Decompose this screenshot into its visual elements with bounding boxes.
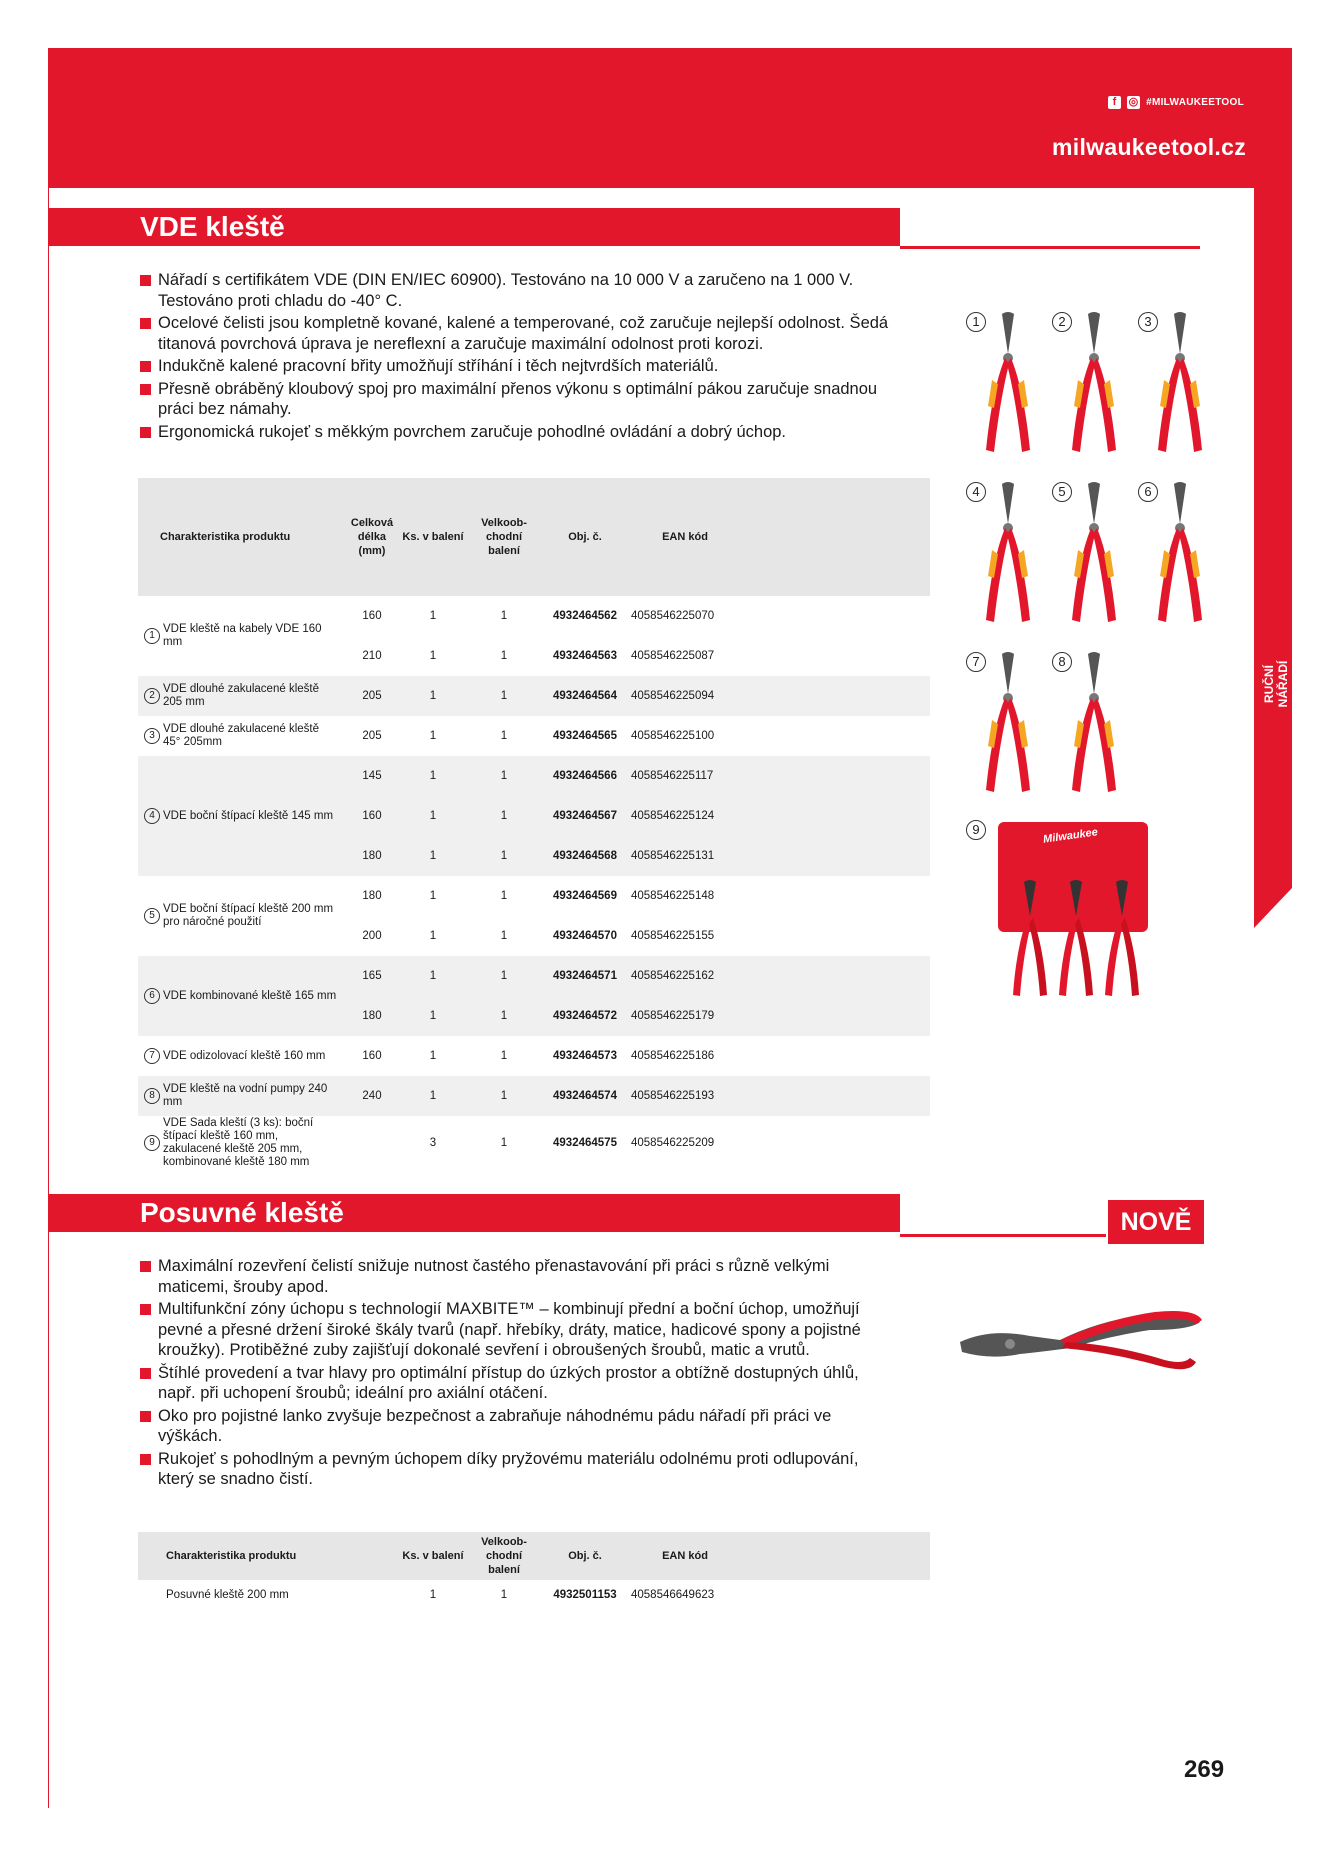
social-hashtag: #MILWAUKEETOOL bbox=[1146, 97, 1244, 108]
qty-cell: 1 bbox=[429, 970, 437, 982]
ean-cell: 4058546225070 bbox=[631, 610, 715, 622]
col-header: Velkoob-chodní balení bbox=[481, 1536, 527, 1576]
slip-joint-pliers-image bbox=[950, 1300, 1210, 1390]
col-header: EAN kód bbox=[662, 1550, 708, 1562]
product-name: VDE Sada kleští (3 ks): boční štípací kleště 160 mm, zakulacené kleště 205 mm, kombinované kleště 180 mm bbox=[163, 1117, 314, 1168]
col-header: Obj. č. bbox=[568, 531, 602, 543]
length-cell: 160 bbox=[362, 610, 382, 622]
ean-cell: 4058546225209 bbox=[631, 1137, 715, 1149]
feature-bullet: Nářadí s certifikátem VDE (DIN EN/IEC 60900). Testováno na 10 000 V a zaručeno na 1 000 V. Testováno proti chladu do -40° C. bbox=[140, 270, 910, 311]
ean-cell: 4058546225087 bbox=[631, 650, 715, 662]
new-badge: NOVĚ bbox=[1108, 1200, 1204, 1244]
qty-cell: 1 bbox=[429, 930, 437, 942]
table-header bbox=[138, 1532, 930, 1580]
length-cell: 145 bbox=[362, 770, 382, 782]
pliers-handle-right bbox=[1075, 918, 1093, 996]
posuvne-features bbox=[140, 1256, 880, 1492]
feature-bullet: Přesně obráběný kloubový spoj pro maximální přenos výkonu s optimální pákou zaručuje snadnou práci bez námahy. bbox=[140, 379, 910, 420]
feature-bullet: Oko pro pojistné lanko zvyšuje bezpečnost a zabraňuje náhodnému pádu nářadí při práci ve výškách. bbox=[140, 1406, 880, 1447]
table-row bbox=[138, 676, 930, 716]
facebook-icon[interactable]: f bbox=[1108, 96, 1121, 109]
side-tab-point bbox=[1254, 888, 1292, 928]
bulk-cell: 1 bbox=[500, 1137, 508, 1149]
pliers-image bbox=[1054, 880, 1098, 1000]
pliers-image bbox=[1100, 880, 1144, 1000]
product-name-cell bbox=[138, 756, 346, 876]
instagram-icon[interactable]: ◎ bbox=[1128, 96, 1139, 108]
item-number-badge: 4 bbox=[144, 808, 160, 824]
pliers-jaw bbox=[1002, 652, 1014, 694]
ean-cell: 4058546225117 bbox=[631, 770, 714, 782]
ean-cell: 4058546225100 bbox=[631, 730, 715, 742]
product-name-cell bbox=[138, 676, 346, 716]
order-number-cell: 4932464562 bbox=[553, 610, 617, 622]
order-number-cell: 4932464569 bbox=[553, 890, 617, 902]
header-band bbox=[48, 48, 1292, 188]
pliers-image bbox=[978, 310, 1038, 460]
qty-cell: 1 bbox=[429, 650, 437, 662]
table-row bbox=[138, 1076, 930, 1116]
product-name: VDE dlouhé zakulacené kleště 205 mm bbox=[163, 683, 319, 708]
product-images bbox=[956, 300, 1196, 1020]
length-cell: 210 bbox=[362, 650, 382, 662]
item-number-badge: 1 bbox=[144, 628, 160, 644]
bulk-cell: 1 bbox=[500, 770, 508, 782]
pliers-image bbox=[1064, 310, 1124, 460]
pliers-image bbox=[1150, 310, 1210, 460]
bulk-cell: 1 bbox=[500, 1010, 508, 1022]
table-row bbox=[138, 956, 930, 996]
feature-bullet: Ocelové čelisti jsou kompletně kované, kalené a temperované, což zaručuje nejlepší odolnost. Šedá titanová povrchová úprava je nereflexní a zaručuje maximální odolnost proti korozi. bbox=[140, 313, 910, 354]
product-name-cell: Posuvné kleště 200 mm bbox=[166, 1589, 289, 1601]
ean-cell: 4058546225162 bbox=[631, 970, 715, 982]
qty-cell: 1 bbox=[429, 690, 437, 702]
qty-cell: 1 bbox=[429, 1090, 437, 1102]
product-name: VDE kleště na vodní pumpy 240 mm bbox=[163, 1083, 328, 1108]
feature-bullet: Multifunkční zóny úchopu s technologií MAXBITE™ – kombinují přední a boční úchop, umožňují pevné a přesné držení široké škály tvarů (např. hřebíky, dráty, matice, hadicové spony a pojistné kroužky). Protiběžné zuby zajišťují dokonalé sevření i obroušených šroubů, matic a vrutů. bbox=[140, 1299, 880, 1361]
bulk-cell: 1 bbox=[500, 730, 508, 742]
ean-cell: 4058546225179 bbox=[631, 1010, 715, 1022]
tool-number-label: 3 bbox=[1138, 312, 1158, 332]
qty-cell: 1 bbox=[429, 730, 437, 742]
col-header: Charakteristika produktu bbox=[166, 1550, 297, 1562]
pliers-jaw bbox=[1070, 880, 1082, 916]
table-row bbox=[138, 1116, 930, 1170]
pliers-handle-left bbox=[1059, 918, 1077, 996]
order-number-cell: 4932464575 bbox=[553, 1137, 617, 1149]
bulk-cell: 1 bbox=[500, 890, 508, 902]
qty-cell: 1 bbox=[429, 1589, 437, 1601]
tool-number-label: 9 bbox=[966, 820, 986, 840]
feature-bullet: Indukčně kalené pracovní břity umožňují stříhání i těch nejtvrdších materiálů. bbox=[140, 356, 910, 377]
table-row bbox=[138, 876, 930, 916]
pliers-handle-left bbox=[1013, 918, 1031, 996]
pliers-jaw bbox=[1024, 880, 1036, 916]
product-name: VDE boční štípací kleště 200 mm pro náročné použití bbox=[163, 903, 334, 928]
item-number-badge: 8 bbox=[144, 1088, 160, 1104]
order-number-cell: 4932464568 bbox=[553, 850, 617, 862]
feature-bullet: Rukojeť s pohodlným a pevným úchopem díky pryžovému materiálu odolnému proti odlupování, který se snadno čistí. bbox=[140, 1449, 880, 1490]
table-row bbox=[138, 1580, 930, 1610]
bulk-cell: 1 bbox=[500, 930, 508, 942]
qty-cell: 1 bbox=[429, 810, 437, 822]
length-cell: 240 bbox=[362, 1090, 382, 1102]
bulk-cell: 1 bbox=[500, 690, 508, 702]
col-header: EAN kód bbox=[662, 531, 708, 543]
feature-bullet: Štíhlé provedení a tvar hlavy pro optimální přístup do úzkých prostor a obtížně dostupných úhlů, např. při uchopení šroubů; ideální pro axiální otáčení. bbox=[140, 1363, 880, 1404]
feature-bullet: Maximální rozevření čelistí snižuje nutnost častého přenastavování při práci s různě velkými maticemi, šrouby apod. bbox=[140, 1256, 880, 1297]
section-title-vde: VDE kleště bbox=[48, 208, 900, 246]
pliers-image bbox=[978, 480, 1038, 630]
pliers-jaw bbox=[1002, 312, 1014, 354]
col-header: Velkoob-chodní balení bbox=[481, 517, 527, 557]
posuvne-product-table bbox=[138, 1532, 930, 1610]
pliers-jaw bbox=[1116, 880, 1128, 916]
order-number-cell: 4932464565 bbox=[553, 730, 617, 742]
qty-cell: 1 bbox=[429, 850, 437, 862]
tool-number-label: 4 bbox=[966, 482, 986, 502]
section-rule bbox=[900, 246, 1200, 249]
qty-cell: 1 bbox=[429, 890, 437, 902]
bulk-cell: 1 bbox=[500, 650, 508, 662]
pliers-handle-right bbox=[1121, 918, 1139, 996]
table-body bbox=[138, 1580, 930, 1610]
product-name-cell bbox=[138, 1036, 346, 1076]
left-rule bbox=[48, 188, 49, 1808]
pliers-image bbox=[1064, 480, 1124, 630]
ean-cell: 4058546649623 bbox=[631, 1589, 715, 1601]
col-header: Ks. v balení bbox=[402, 1550, 464, 1562]
bulk-cell: 1 bbox=[500, 610, 508, 622]
col-header: Ks. v balení bbox=[402, 531, 464, 543]
ean-cell: 4058546225131 bbox=[631, 850, 715, 862]
bulk-cell: 1 bbox=[500, 850, 508, 862]
product-name-cell bbox=[138, 596, 346, 676]
item-number-badge: 2 bbox=[144, 688, 160, 704]
qty-cell: 3 bbox=[429, 1137, 437, 1149]
order-number-cell: 4932464567 bbox=[553, 810, 617, 822]
ean-cell: 4058546225193 bbox=[631, 1090, 715, 1102]
page-number: 269 bbox=[1184, 1756, 1225, 1783]
tool-number-label: 2 bbox=[1052, 312, 1072, 332]
length-cell: 200 bbox=[362, 930, 382, 942]
bulk-cell: 1 bbox=[500, 970, 508, 982]
bulk-cell: 1 bbox=[500, 1090, 508, 1102]
ean-cell: 4058546225094 bbox=[631, 690, 715, 702]
item-number-badge: 6 bbox=[144, 988, 160, 1004]
table-row bbox=[138, 596, 930, 636]
length-cell: 180 bbox=[362, 1010, 382, 1022]
table-header bbox=[138, 478, 930, 596]
item-number-badge: 7 bbox=[144, 1048, 160, 1064]
product-name-cell bbox=[138, 956, 346, 1036]
side-tab bbox=[1254, 188, 1292, 888]
col-header: Obj. č. bbox=[568, 1550, 602, 1562]
qty-cell: 1 bbox=[429, 1010, 437, 1022]
order-number-cell: 4932464563 bbox=[553, 650, 617, 662]
ean-cell: 4058546225124 bbox=[631, 810, 715, 822]
product-name-cell bbox=[138, 716, 346, 756]
length-cell bbox=[346, 1116, 398, 1170]
pliers-jaw bbox=[1088, 652, 1100, 694]
product-name: VDE dlouhé zakulacené kleště 45° 205mm bbox=[163, 723, 319, 748]
social-links bbox=[1108, 96, 1244, 109]
order-number-cell: 4932464574 bbox=[553, 1090, 617, 1102]
pliers-image bbox=[978, 650, 1038, 800]
order-number-cell: 4932464564 bbox=[553, 690, 617, 702]
ean-cell: 4058546225186 bbox=[631, 1050, 715, 1062]
length-cell: 180 bbox=[362, 850, 382, 862]
tool-number-label: 8 bbox=[1052, 652, 1072, 672]
product-name: VDE boční štípací kleště 145 mm bbox=[163, 809, 334, 822]
pliers-image bbox=[1064, 650, 1124, 800]
order-number-cell: 4932464573 bbox=[553, 1050, 617, 1062]
item-number-badge: 5 bbox=[144, 908, 160, 924]
bulk-cell: 1 bbox=[500, 810, 508, 822]
qty-cell: 1 bbox=[429, 1050, 437, 1062]
order-number-cell: 4932464566 bbox=[553, 770, 617, 782]
pliers-jaw bbox=[1174, 312, 1186, 354]
pliers-jaw bbox=[1088, 312, 1100, 354]
vde-features bbox=[140, 270, 910, 444]
order-number-cell: 4932501153 bbox=[553, 1589, 617, 1601]
product-name-cell bbox=[138, 876, 346, 956]
table-row bbox=[138, 756, 930, 796]
tool-number-label: 5 bbox=[1052, 482, 1072, 502]
pliers-handle-right bbox=[1029, 918, 1047, 996]
length-cell: 205 bbox=[362, 690, 382, 702]
website-link[interactable]: milwaukeetool.cz bbox=[1052, 134, 1246, 160]
table-body bbox=[138, 596, 930, 1170]
product-name-cell bbox=[138, 1116, 346, 1170]
pack-brand-logo: Milwaukee bbox=[1042, 826, 1099, 846]
table-row bbox=[138, 1036, 930, 1076]
pliers-image bbox=[1008, 880, 1052, 1000]
table-row bbox=[138, 716, 930, 756]
pliers-image bbox=[1150, 480, 1210, 630]
pliers-pivot bbox=[1005, 1339, 1015, 1349]
item-number-badge: 9 bbox=[144, 1135, 160, 1151]
product-name-cell bbox=[138, 1076, 346, 1116]
length-cell: 180 bbox=[362, 890, 382, 902]
bulk-cell: 1 bbox=[500, 1589, 508, 1601]
product-name: VDE odizolovací kleště 160 mm bbox=[163, 1049, 326, 1062]
pliers-handle-left bbox=[1105, 918, 1123, 996]
qty-cell: 1 bbox=[429, 770, 437, 782]
order-number-cell: 4932464570 bbox=[553, 930, 617, 942]
length-cell: 165 bbox=[362, 970, 382, 982]
order-number-cell: 4932464571 bbox=[553, 970, 617, 982]
length-cell: 160 bbox=[362, 810, 382, 822]
bulk-cell: 1 bbox=[500, 1050, 508, 1062]
qty-cell: 1 bbox=[429, 610, 437, 622]
tool-number-label: 1 bbox=[966, 312, 986, 332]
tool-number-label: 6 bbox=[1138, 482, 1158, 502]
pliers-jaw bbox=[1174, 482, 1186, 524]
product-name: VDE kleště na kabely VDE 160 mm bbox=[163, 623, 322, 648]
ean-cell: 4058546225148 bbox=[631, 890, 715, 902]
item-number-badge: 3 bbox=[144, 728, 160, 744]
pliers-jaw bbox=[1088, 482, 1100, 524]
col-header: Celková délka (mm) bbox=[350, 517, 394, 557]
length-cell: 160 bbox=[362, 1050, 382, 1062]
side-tab-label: RUČNÍ NÁŘADÍ bbox=[1262, 660, 1290, 708]
feature-bullet: Ergonomická rukojeť s měkkým povrchem zaručuje pohodlné ovládání a dobrý úchop. bbox=[140, 422, 910, 443]
vde-product-table bbox=[138, 478, 930, 1170]
col-header: Charakteristika produktu bbox=[160, 531, 291, 543]
length-cell: 205 bbox=[362, 730, 382, 742]
pliers-handle-bottom bbox=[1062, 1342, 1196, 1369]
product-name: VDE kombinované kleště 165 mm bbox=[163, 989, 337, 1002]
pliers-jaw bbox=[1002, 482, 1014, 524]
order-number-cell: 4932464572 bbox=[553, 1010, 617, 1022]
tool-number-label: 7 bbox=[966, 652, 986, 672]
section-title-posuvne: Posuvné kleště bbox=[48, 1194, 900, 1232]
ean-cell: 4058546225155 bbox=[631, 930, 715, 942]
section-rule bbox=[900, 1234, 1106, 1237]
